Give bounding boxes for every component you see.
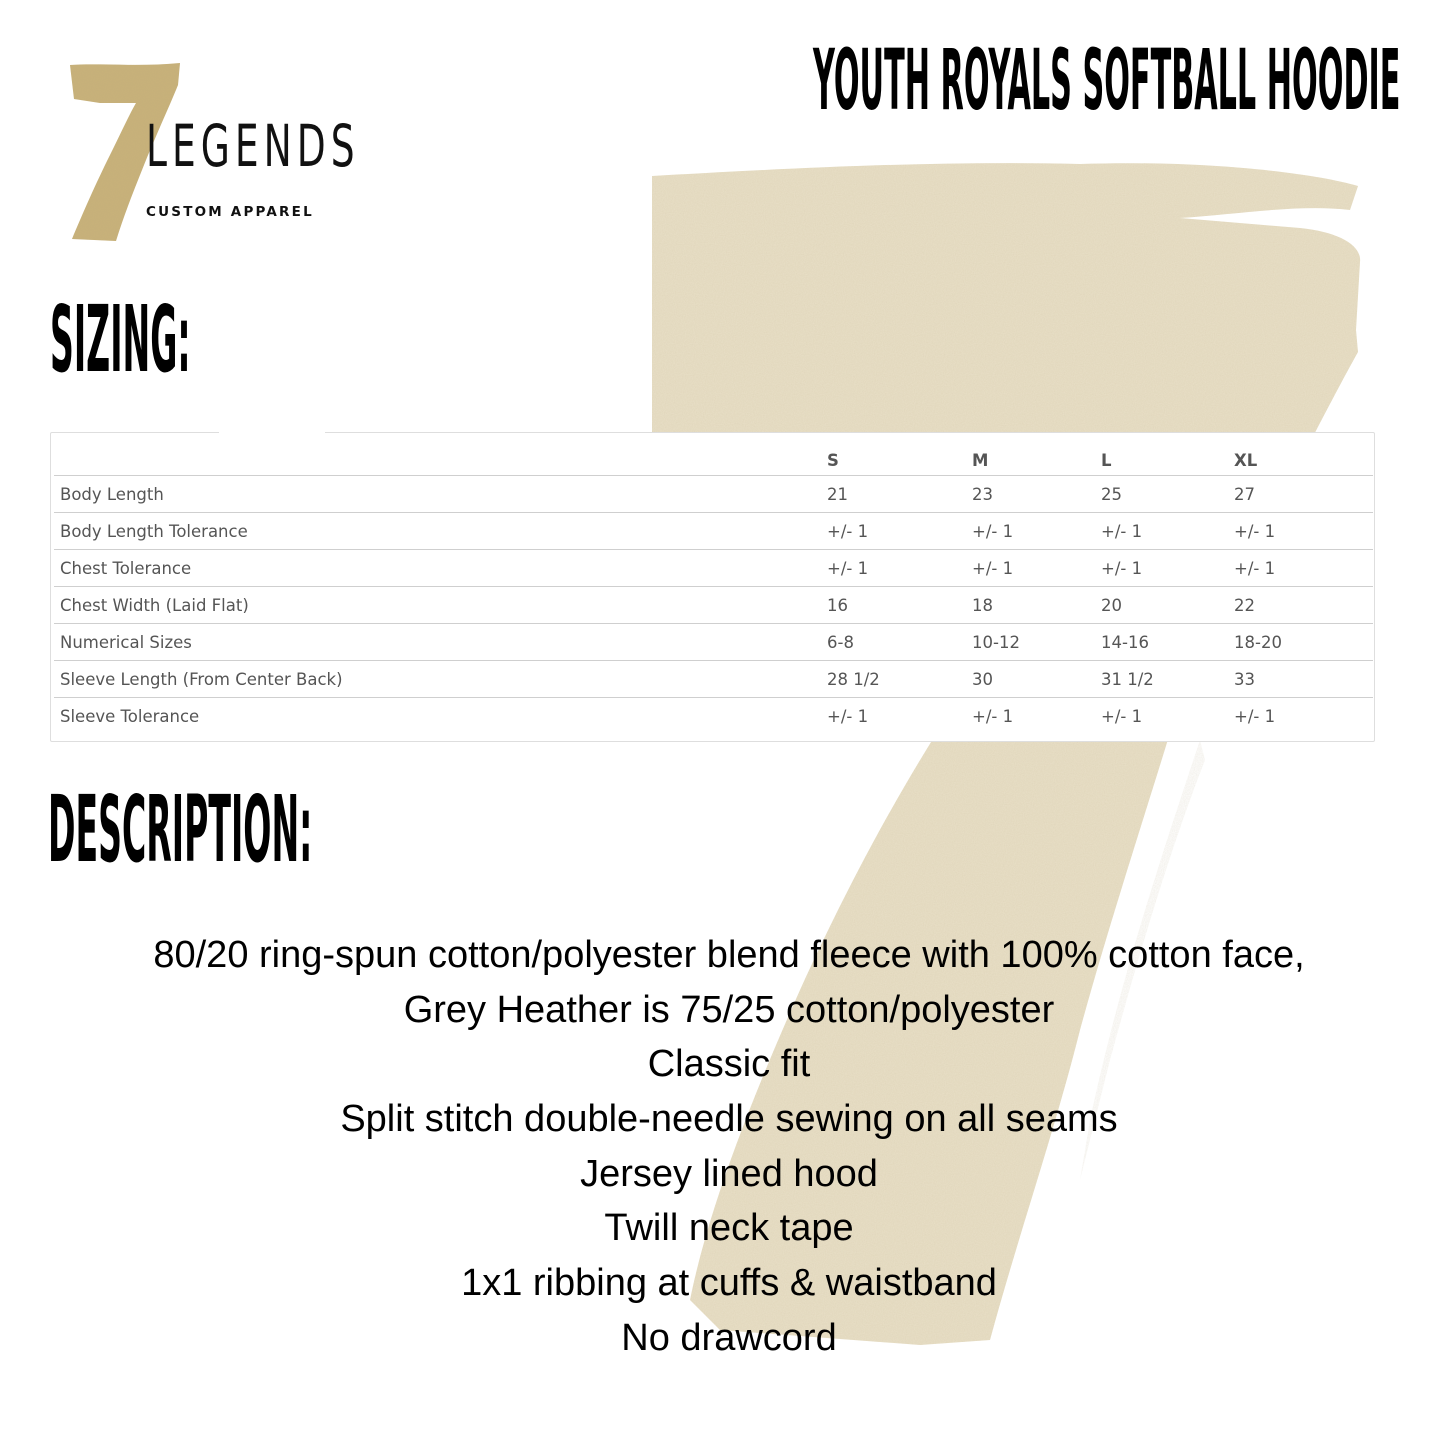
table-cell: 23 (972, 476, 1101, 513)
logo-tagline: CUSTOM APPAREL (146, 204, 314, 220)
size-header-row (54, 445, 1373, 476)
row-label: Sleeve Tolerance (60, 706, 200, 726)
table-cell: 31 1/2 (1101, 661, 1234, 698)
table-cell: +/- 1 (1101, 706, 1143, 726)
table-cell: +/- 1 (827, 550, 972, 587)
row-label: Chest Tolerance (54, 550, 827, 587)
table-cell: 28 1/2 (827, 661, 972, 698)
table-cell: +/- 1 (972, 706, 1014, 726)
size-table (54, 445, 1373, 734)
column-header-m: M (972, 445, 1101, 476)
table-cell: 18-20 (1234, 624, 1373, 661)
table-cell: 21 (827, 476, 972, 513)
row-label: Body Length (54, 476, 827, 513)
logo-wordmark: LEGENDS (146, 112, 360, 180)
table-row (54, 661, 1373, 698)
table-cell: +/- 1 (1234, 513, 1373, 550)
table-cell: 27 (1234, 476, 1373, 513)
column-header-xl: XL (1234, 445, 1373, 476)
row-label: Chest Width (Laid Flat) (54, 587, 827, 624)
table-cell: +/- 1 (1234, 706, 1276, 726)
brand-logo (60, 55, 360, 255)
table-cell: +/- 1 (1101, 550, 1234, 587)
table-cell: 14-16 (1101, 624, 1234, 661)
table-cell: +/- 1 (1101, 513, 1234, 550)
description-line: Grey Heather is 75/25 cotton/polyester (403, 988, 1055, 1031)
table-cell: 33 (1234, 661, 1373, 698)
table-row (54, 550, 1373, 587)
description-heading: DESCRIPTION: (48, 776, 313, 883)
table-cell: 18 (972, 587, 1101, 624)
table-cell: 30 (972, 661, 1101, 698)
table-cell: +/- 1 (827, 706, 869, 726)
table-cell: 10-12 (972, 624, 1101, 661)
table-row (54, 587, 1373, 624)
table-cell: 20 (1101, 587, 1234, 624)
table-cell: +/- 1 (1234, 550, 1373, 587)
description-line: 1x1 ribbing at cuffs & waistband (461, 1262, 997, 1305)
table-cell: +/- 1 (972, 550, 1101, 587)
description-line: Twill neck tape (604, 1207, 854, 1250)
product-title: YOUTH ROYALS SOFTBALL HOODIE (813, 31, 1401, 129)
table-row (54, 476, 1373, 513)
column-header (54, 445, 827, 476)
description-line: Classic fit (647, 1043, 811, 1086)
row-label: Numerical Sizes (54, 624, 827, 661)
table-cell: +/- 1 (827, 513, 972, 550)
row-label: Sleeve Length (From Center Back) (54, 661, 827, 698)
description-line: Split stitch double-needle sewing on all seams (340, 1098, 1118, 1141)
column-header-l: L (1101, 445, 1234, 476)
table-cell: 6-8 (827, 624, 972, 661)
table-row (54, 624, 1373, 661)
column-header-s: S (827, 445, 972, 476)
row-label: Body Length Tolerance (54, 513, 827, 550)
size-chart (50, 432, 1375, 742)
table-row (54, 698, 1373, 735)
description-line: 80/20 ring-spun cotton/polyester blend fleece with 100% cotton face, (153, 934, 1305, 976)
table-cell: 16 (827, 587, 972, 624)
description-line: Jersey lined hood (580, 1152, 878, 1195)
description-line: No drawcord (621, 1316, 837, 1359)
table-row (54, 513, 1373, 550)
description-list (0, 928, 1445, 1366)
sizing-heading: SIZING: (50, 286, 191, 393)
table-cell: 22 (1234, 587, 1373, 624)
table-cell: +/- 1 (972, 513, 1101, 550)
table-cell: 25 (1101, 476, 1234, 513)
